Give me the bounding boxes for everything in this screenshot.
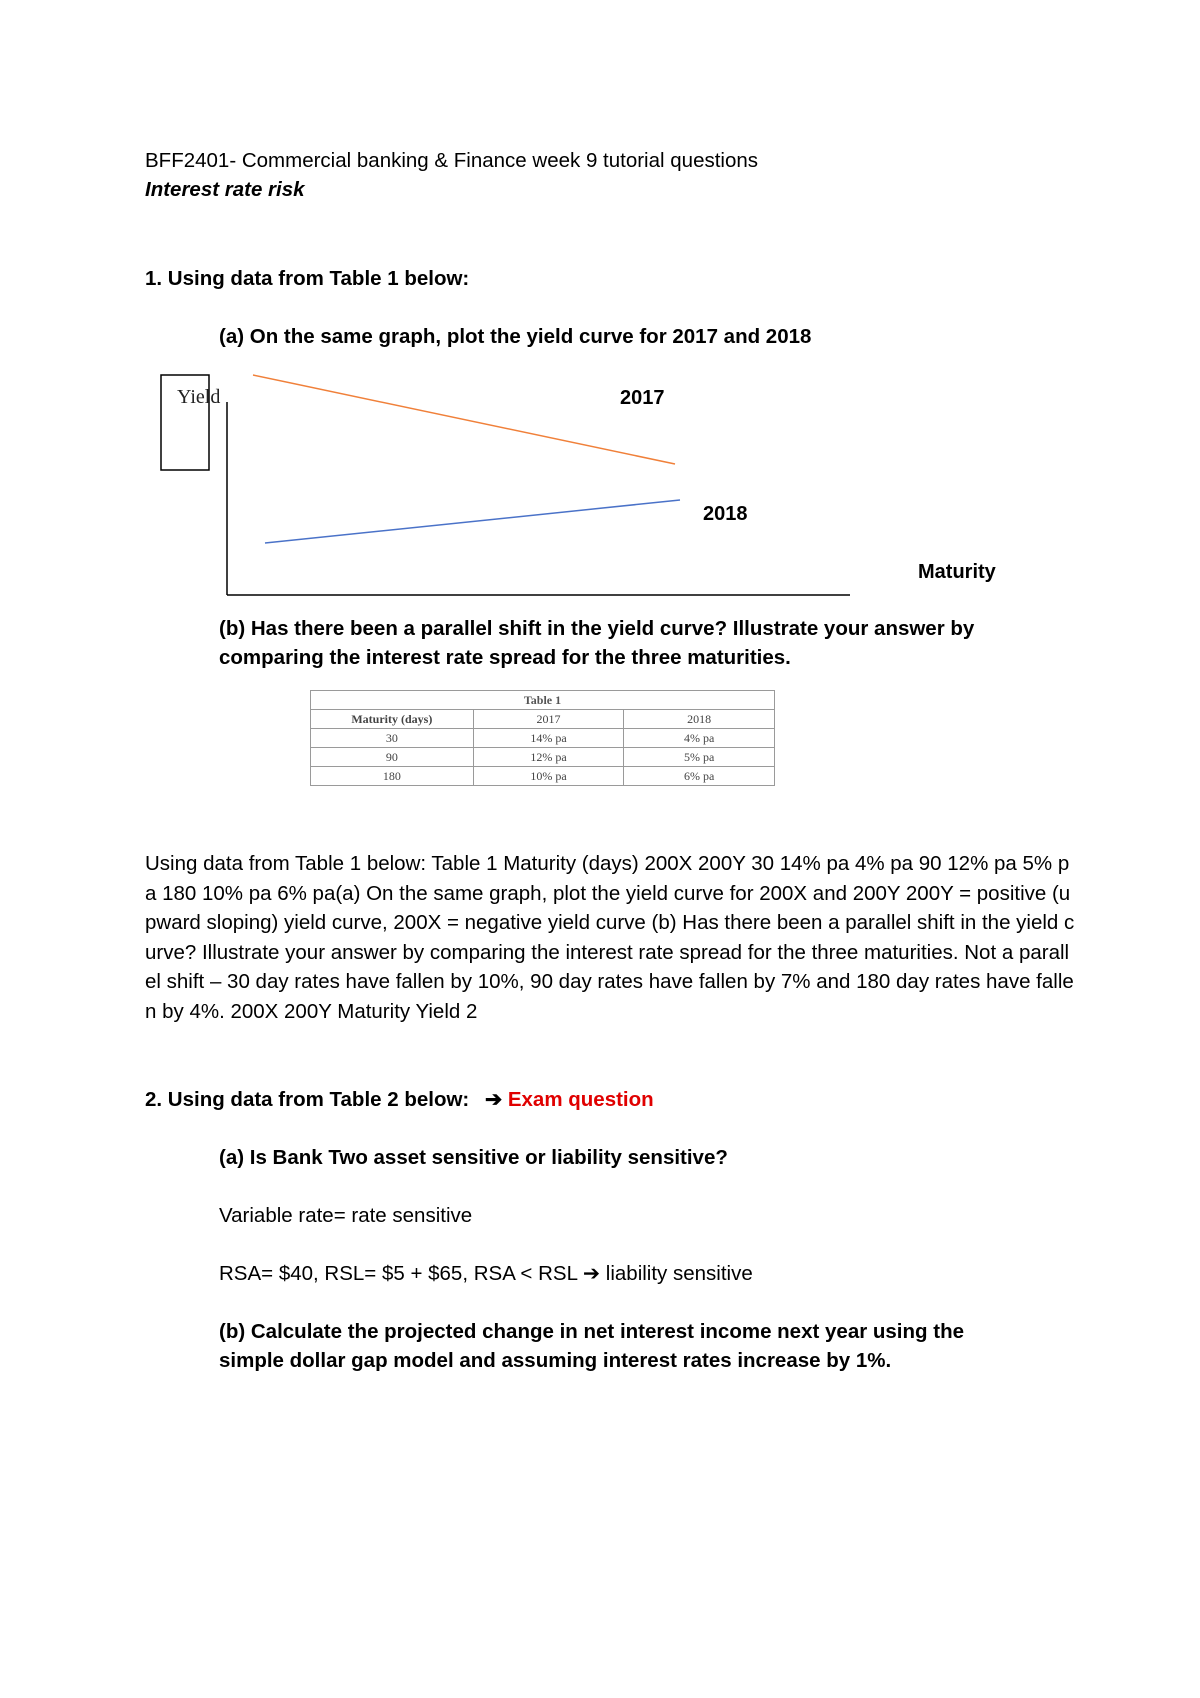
label-2018: 2018 bbox=[703, 503, 748, 525]
doc-subtitle: Interest rate risk bbox=[145, 178, 305, 201]
doc-title: BFF2401- Commercial banking & Finance week 9 tutorial questions bbox=[145, 149, 759, 172]
table-cell: 180 bbox=[311, 767, 474, 786]
table-cell: 14% pa bbox=[473, 729, 624, 748]
y-axis-label: Yield bbox=[177, 386, 221, 408]
yield-curve-sketch bbox=[140, 360, 1040, 610]
q2-part-a: (a) Is Bank Two asset sensitive or liability sensitive? bbox=[219, 1146, 728, 1169]
table-cell: 4% pa bbox=[624, 729, 775, 748]
q1-part-b-line1: (b) Has there been a parallel shift in the yield curve? Illustrate your answer by bbox=[219, 617, 975, 640]
table-cell: 12% pa bbox=[473, 748, 624, 767]
table-row bbox=[311, 748, 775, 767]
table-cell: 90 bbox=[311, 748, 474, 767]
table-caption: Table 1 bbox=[311, 691, 775, 710]
table-header: 2017 bbox=[473, 710, 624, 729]
q1-prompt: 1. Using data from Table 1 below: bbox=[145, 267, 470, 290]
exam-note: Exam question bbox=[507, 1088, 654, 1111]
x-axis-label: Maturity bbox=[918, 561, 996, 583]
q1-part-a: (a) On the same graph, plot the yield curve for 2017 and 2018 bbox=[219, 325, 812, 348]
table-row bbox=[311, 729, 775, 748]
q2-prompt-line bbox=[145, 1085, 654, 1114]
table-row bbox=[311, 767, 775, 786]
label-2017: 2017 bbox=[620, 387, 665, 409]
q2-prompt: 2. Using data from Table 2 below: bbox=[145, 1088, 470, 1111]
q2-answer-line1: Variable rate= rate sensitive bbox=[219, 1204, 473, 1227]
q2-part-b-line2: simple dollar gap model and assuming interest rates increase by 1%. bbox=[219, 1349, 892, 1372]
q2-answer-line2: RSA= $40, RSL= $5 + $65, RSA < RSL ➔ liability sensitive bbox=[219, 1262, 753, 1285]
table-1 bbox=[310, 690, 775, 786]
table-cell: 6% pa bbox=[624, 767, 775, 786]
table-cell: 30 bbox=[311, 729, 474, 748]
curve-2017 bbox=[253, 375, 675, 464]
curve-2018 bbox=[265, 500, 680, 543]
q2-part-b-line1: (b) Calculate the projected change in net interest income next year using the bbox=[219, 1320, 964, 1343]
table-header: 2018 bbox=[624, 710, 775, 729]
table-cell: 5% pa bbox=[624, 748, 775, 767]
table-header: Maturity (days) bbox=[311, 710, 474, 729]
arrow-icon: ➔ bbox=[484, 1088, 503, 1111]
q1-part-b-line2: comparing the interest rate spread for the three maturities. bbox=[219, 646, 791, 669]
q1-answer-paragraph: Using data from Table 1 below: Table 1 Maturity (days) 200X 200Y 30 14% pa 4% pa 90 12% pa 5% pa 180 10% pa 6% pa(a) On the same graph, plot the yield curve for 200X and 200Y 200Y = positive (upward sloping) yield curve, 200X = negative yield curve (b) Has there been a parallel shift in the yield curve? Illustrate your answer by comparing the interest rate spread for the three maturities. Not a parallel shift – 30 day rates have fallen by 10%, 90 day rates have fallen by 7% and 180 day rates have fallen by 4%. 200X 200Y Maturity Yield 2 bbox=[145, 852, 1075, 1023]
table-cell: 10% pa bbox=[473, 767, 624, 786]
